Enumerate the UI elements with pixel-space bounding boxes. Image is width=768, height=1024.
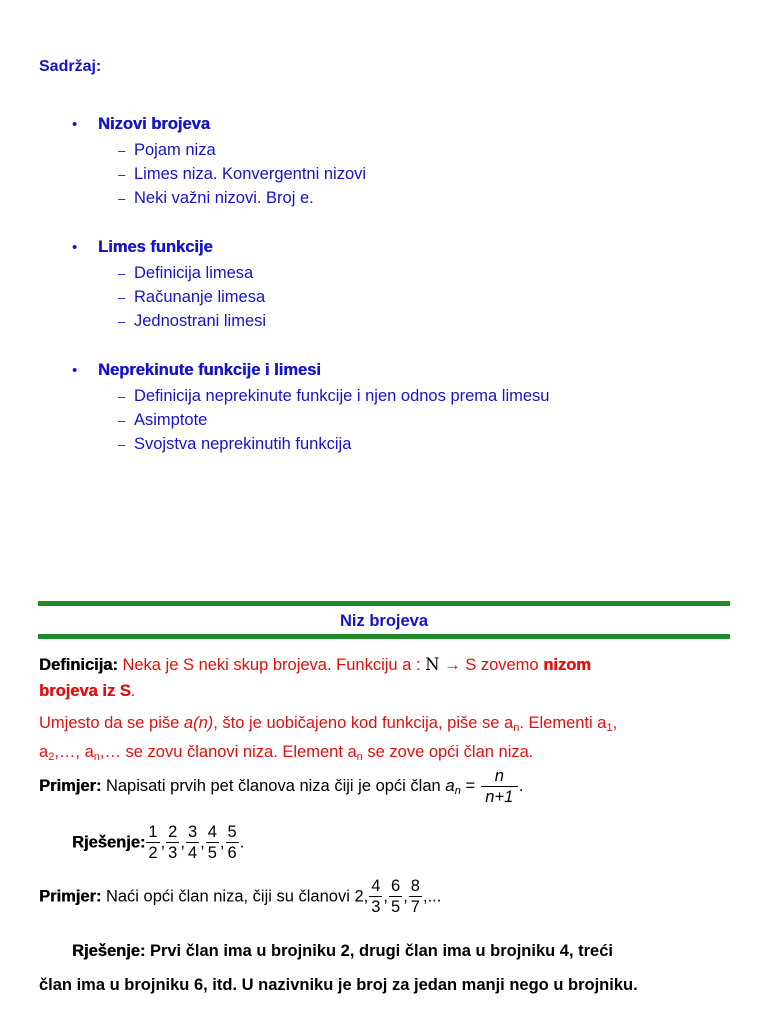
fraction-denominator: 6 bbox=[227, 844, 237, 862]
fraction-numerator: 4 bbox=[371, 877, 381, 895]
dash-icon: – bbox=[118, 266, 126, 281]
toc-item: – Definicija limesa bbox=[118, 264, 254, 282]
separator: , bbox=[200, 833, 205, 852]
fraction bbox=[166, 822, 179, 863]
solution-label: Rješenje: bbox=[72, 833, 146, 852]
toc-item: – Jednostrani limesi bbox=[118, 312, 267, 330]
fraction bbox=[369, 876, 382, 917]
example-fractions bbox=[368, 877, 423, 916]
fraction-denominator: 7 bbox=[410, 898, 420, 916]
fraction-denominator: 2 bbox=[148, 844, 158, 862]
fraction bbox=[206, 822, 219, 863]
toc-item: – Svojstva neprekinutih funkcija bbox=[118, 435, 352, 453]
fraction bbox=[186, 822, 199, 863]
dash-icon: – bbox=[118, 389, 126, 404]
toc-item: – Definicija neprekinute funkcije i njen odnos prema limesu bbox=[118, 387, 550, 405]
separator: , bbox=[403, 887, 408, 906]
dash-icon: – bbox=[118, 167, 126, 182]
example-2: Primjer: Naći opći član niza, čiji su članovi 2, $\frac{4}{3}$ , $\frac{6}{5}$ , $\frac{8}{7}$ ,... bbox=[39, 877, 442, 916]
toc-section-title: Limes funkcije bbox=[98, 238, 213, 256]
section-heading: Niz brojeva bbox=[339, 612, 429, 630]
fraction-numerator: 6 bbox=[391, 877, 401, 895]
definition-label: Definicija: bbox=[39, 656, 118, 674]
fraction-denominator: 3 bbox=[371, 898, 381, 916]
divider-bottom bbox=[38, 634, 730, 639]
dash-icon: – bbox=[118, 314, 126, 329]
toc-item: – Neki važni nizovi. Broj e. bbox=[118, 189, 314, 207]
divider-top bbox=[38, 601, 730, 606]
fraction-denominator: 4 bbox=[187, 844, 198, 862]
dash-icon: – bbox=[118, 290, 126, 305]
example-label: Primjer: bbox=[39, 887, 102, 906]
fraction bbox=[389, 876, 402, 917]
fraction-numerator: 5 bbox=[227, 823, 237, 841]
fraction bbox=[409, 876, 422, 917]
definition-paragraph: Definicija: Neka je S neki skup brojeva. Funkciju a : N → S zovemo nizom brojeva iz S. bbox=[39, 655, 591, 700]
separator: , bbox=[383, 887, 389, 906]
separator: , bbox=[219, 833, 225, 852]
dash-icon: – bbox=[118, 413, 126, 428]
toc-section-title: Neprekinute funkcije i limesi bbox=[98, 361, 321, 379]
toc-item: – Limes niza. Konvergentni nizovi bbox=[118, 165, 367, 183]
toc-item: – Asimptote bbox=[118, 411, 208, 429]
toc-item: – Pojam niza bbox=[118, 141, 216, 159]
toc-section-title: Nizovi brojeva bbox=[98, 115, 210, 133]
example-1: Primjer: Napisati prvih pet članova niza čiji je opći član $a_n$ = $\frac{n}{n+1}$ . bbox=[39, 767, 524, 806]
fraction-denominator: 3 bbox=[168, 844, 178, 862]
fraction-numerator: 2 bbox=[168, 823, 178, 841]
dash-icon: – bbox=[118, 143, 126, 158]
example-label: Primjer: bbox=[39, 776, 102, 795]
solution-2: Rješenje: Prvi član ima u brojniku 2, drugi član ima u brojniku 4, treći član ima u brojniku 6, itd. U nazivniku je broj za jedan manji nego u brojniku. bbox=[39, 942, 638, 994]
fraction bbox=[146, 822, 159, 863]
fraction-numerator: 8 bbox=[410, 877, 420, 895]
solution-1: Rješenje: $\frac{1}{2}$ , $\frac{2}{3}$ , $\frac{3}{4}$ , $\frac{4}{5}$ , $\frac{5}{6}$ . bbox=[72, 823, 245, 862]
fraction-denominator: 5 bbox=[391, 898, 401, 916]
fraction-numerator: 1 bbox=[148, 823, 158, 841]
dash-icon: – bbox=[118, 437, 126, 452]
solution-label: Rješenje: bbox=[72, 942, 146, 960]
separator: , bbox=[180, 833, 185, 852]
toc-item: – Računanje limesa bbox=[118, 288, 266, 306]
notation-paragraph: Umjesto da se piše a(n), što je uobičajeno kod funkcija, piše se $a_n$. Elementi $a_1$, $a_2,\dots$, $a_n,\dots$ se zovu članovi niza. Element $a_n$ se zove opći član niza. bbox=[39, 714, 618, 763]
bullet-icon: • bbox=[72, 362, 78, 379]
toc-title: Sadržaj: bbox=[39, 58, 102, 75]
formula-fraction: $\frac{n}{n+1}$ bbox=[481, 766, 518, 807]
bullet-icon: • bbox=[72, 116, 78, 133]
separator: , bbox=[160, 833, 166, 852]
fraction-numerator: 4 bbox=[207, 823, 217, 841]
fraction bbox=[226, 822, 239, 863]
fraction-numerator: 3 bbox=[187, 823, 198, 841]
fraction-denominator: 5 bbox=[207, 844, 217, 862]
bullet-icon: • bbox=[72, 239, 78, 256]
dash-icon: – bbox=[118, 191, 126, 206]
